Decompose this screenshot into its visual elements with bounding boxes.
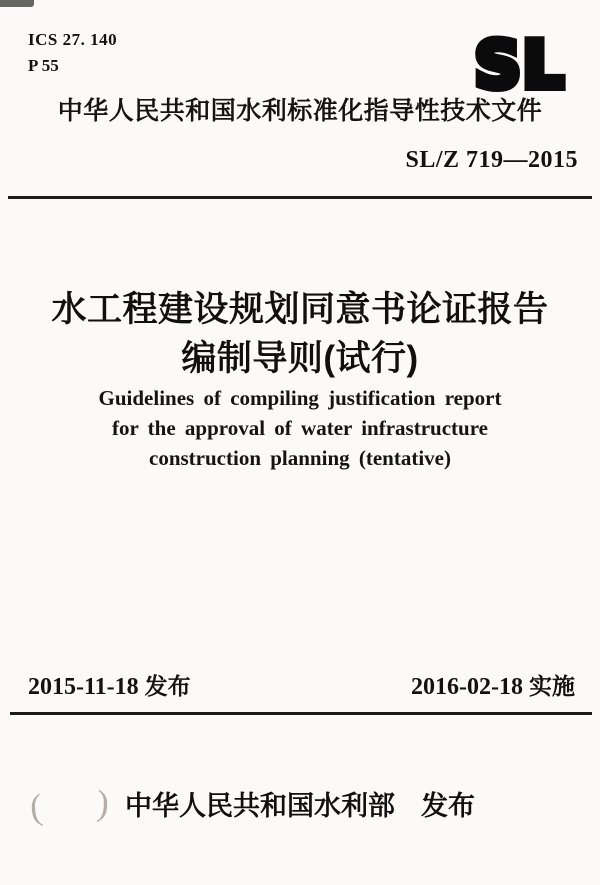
title-chinese-line1: 水工程建设规划同意书论证报告: [51, 290, 549, 329]
bottom-rule: [10, 712, 592, 715]
ics-code: ICS 27. 140: [28, 30, 118, 49]
issue-date: 2015-11-18: [28, 674, 139, 700]
p-classification-code: P 55: [28, 56, 59, 75]
implementation-date-label: 实施: [529, 673, 575, 699]
implementation-date-group: [411, 668, 575, 701]
publisher-line: [0, 784, 600, 823]
sl-logo: [442, 24, 592, 100]
document-type-line: 中华人民共和国水利标准化指导性技术文件: [57, 97, 543, 125]
publisher-label: 发布: [421, 791, 475, 821]
sl-logo-text: SL: [474, 29, 566, 100]
publisher-name: 中华人民共和国水利部: [125, 791, 395, 821]
pencil-mark-right: ): [95, 782, 111, 824]
implementation-date: 2016-02-18: [411, 674, 523, 700]
title-chinese-line2: 编制导则(试行): [181, 339, 419, 378]
title-english-line2: for the approval of water infrastructure: [112, 416, 488, 440]
title-english-line3: construction planning (tentative): [149, 446, 451, 470]
top-rule: [8, 196, 592, 199]
scan-artifact-smudge: [0, 0, 34, 7]
pencil-mark-left: (: [27, 786, 45, 828]
date-row: [28, 668, 575, 701]
standard-number: SL/Z 719—2015: [405, 147, 578, 173]
title-english: [0, 383, 600, 473]
issue-date-group: [28, 668, 191, 701]
title-english-line1: Guidelines of compiling justification report: [98, 386, 502, 410]
issue-date-label: 发布: [144, 673, 191, 699]
